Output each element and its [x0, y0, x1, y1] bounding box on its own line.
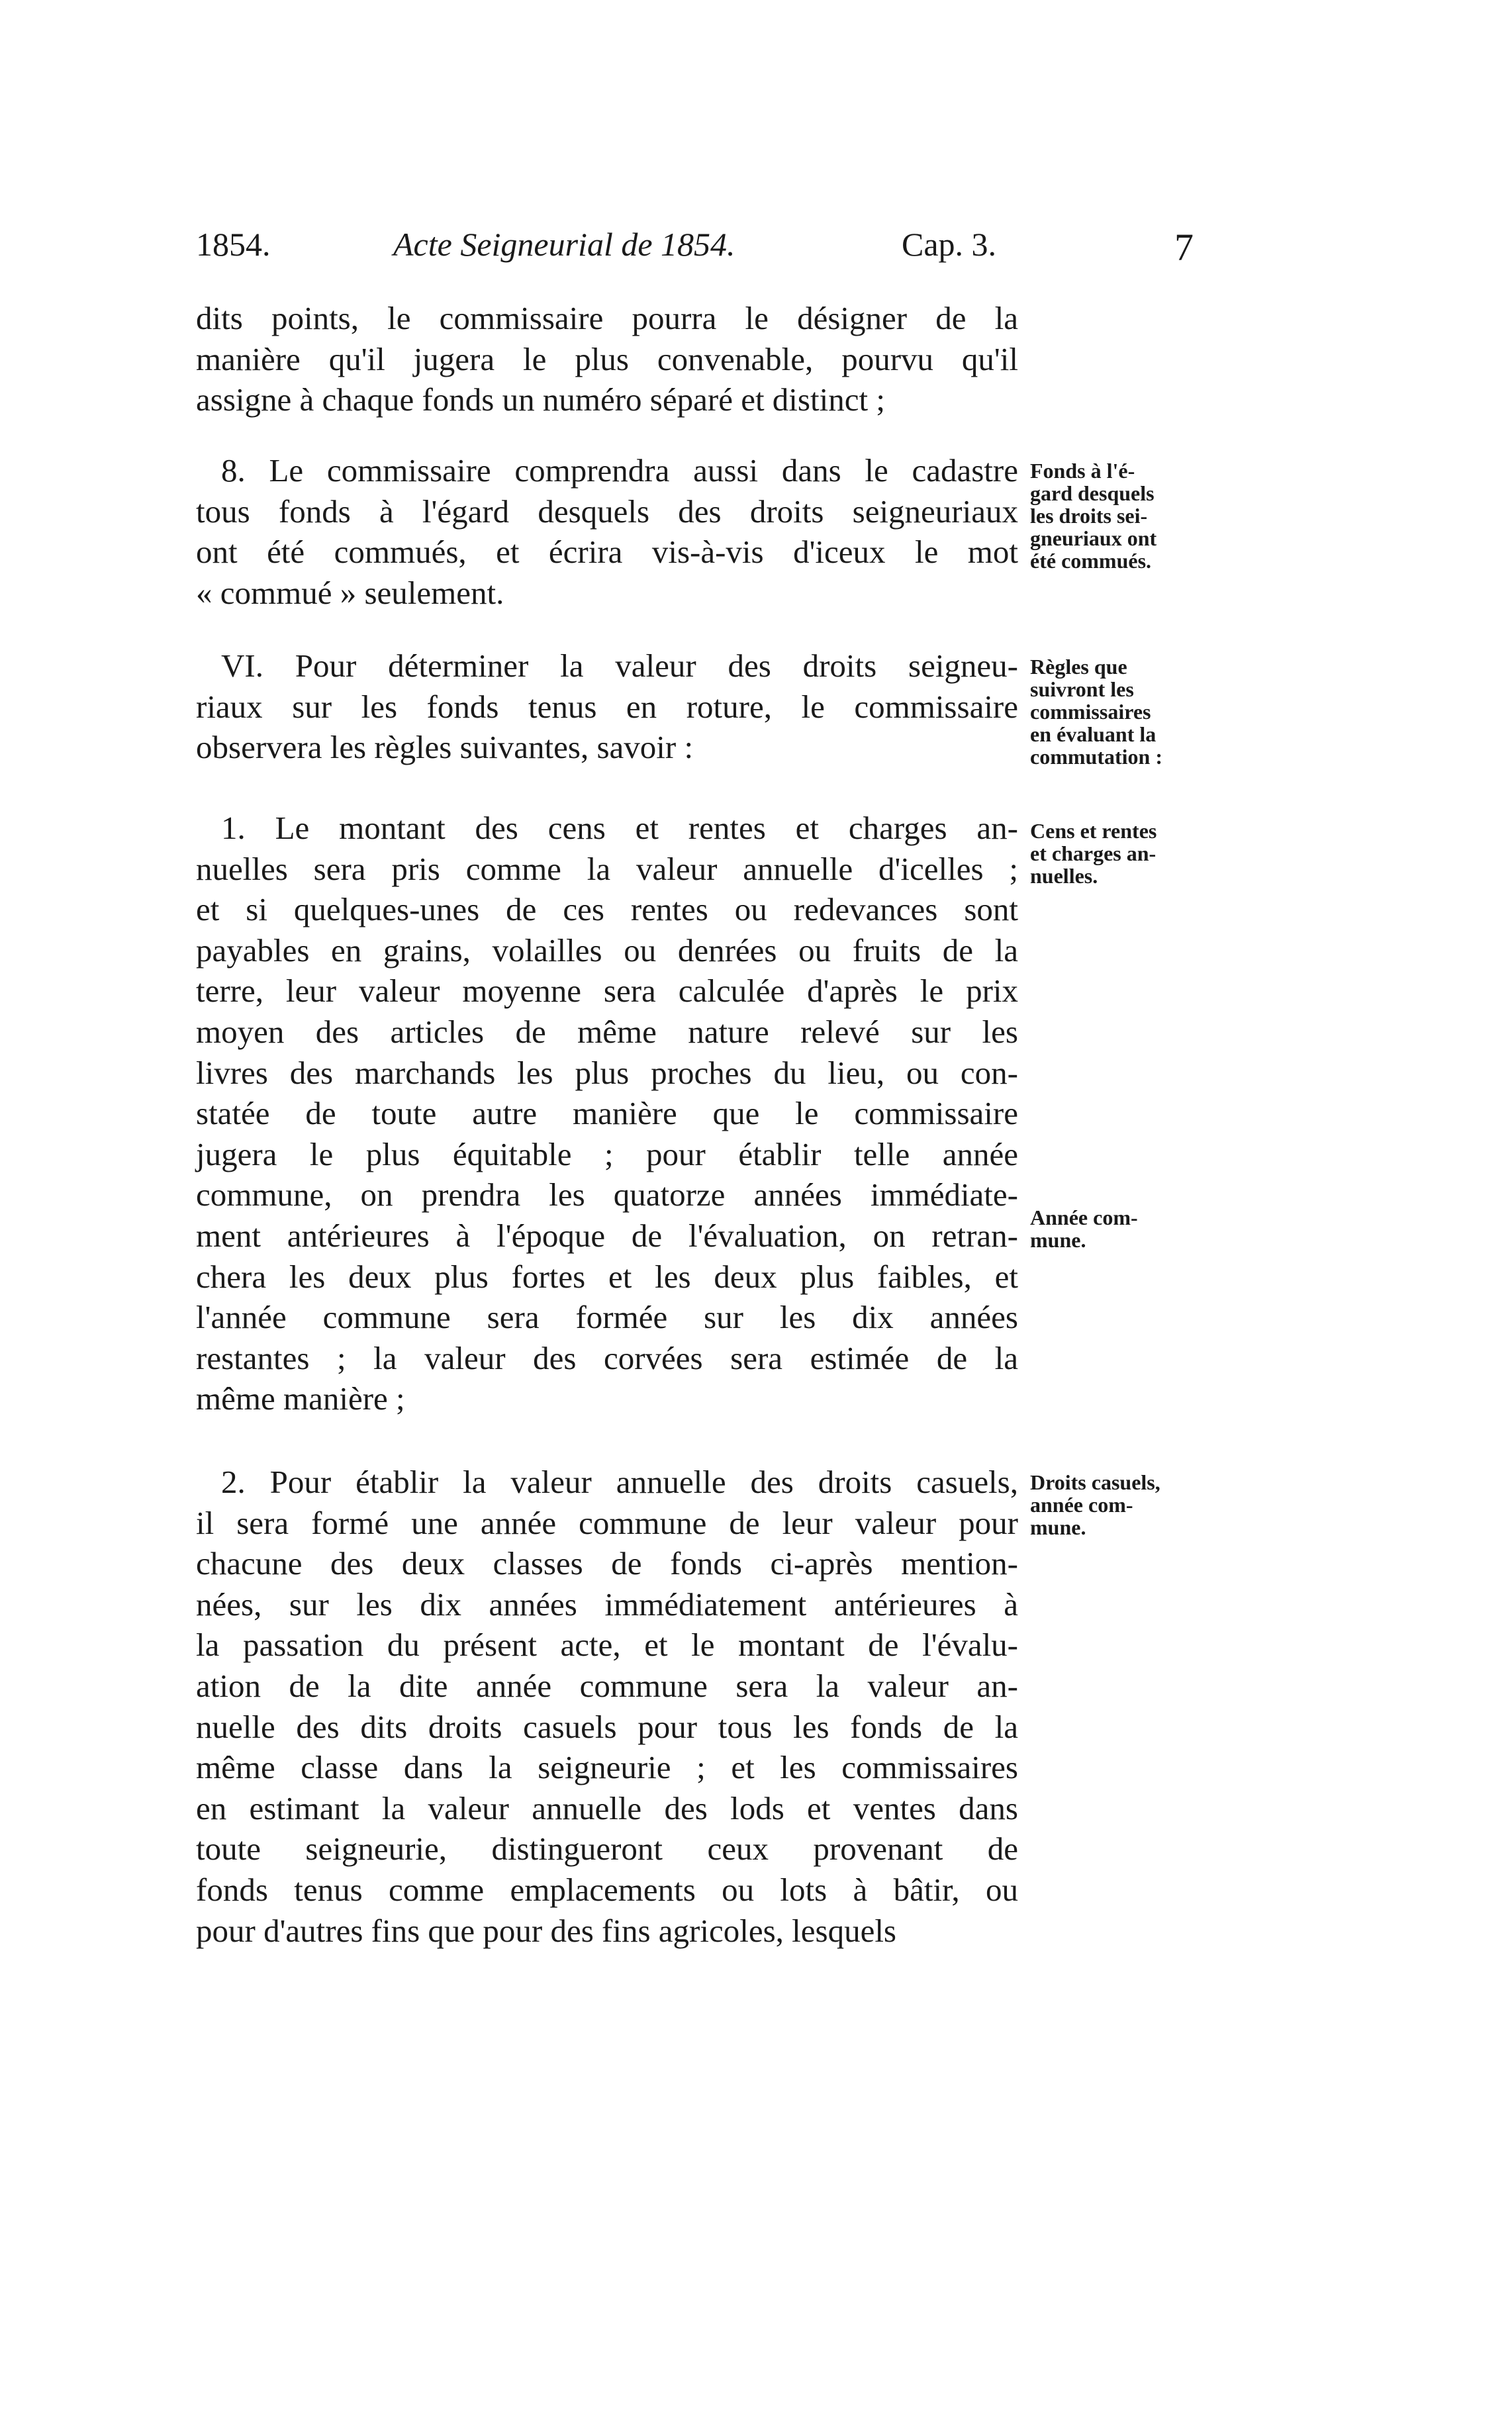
text-line: même classe dans la seigneurie ; et les commissaires [196, 1749, 1018, 1786]
text-line: manière qu'il jugera le plus convenable, pourvu qu'il [196, 340, 1018, 377]
margin-note-annee [1030, 1206, 1209, 1251]
note-line: Droits casuels, [1030, 1470, 1160, 1494]
note-line: et charges an- [1030, 841, 1157, 865]
note-line: nuelles. [1030, 864, 1098, 888]
header-chapter: Cap. 3. [902, 226, 997, 263]
paragraph-rule-2 [196, 1462, 1018, 1951]
note-line: Cens et rentes [1030, 819, 1157, 843]
header-title: Acte Seigneurial de 1854. [393, 226, 735, 263]
text-line: la passation du présent acte, et le montant de l'évalu- [196, 1627, 1018, 1664]
text-line: chera les deux plus fortes et les deux plus faibles, et [196, 1258, 1018, 1295]
text-line: dits points, le commissaire pourra le désigner de la [196, 300, 1018, 336]
margin-note-droits-casuels [1030, 1471, 1209, 1539]
text-line: tous fonds à l'égard desquels des droits seigneuriaux [196, 493, 1018, 530]
paragraph-section-8 [196, 450, 1018, 613]
note-line: Fonds à l'é- [1030, 459, 1135, 483]
note-line: année com- [1030, 1493, 1133, 1517]
header-year: 1854. [196, 226, 271, 263]
text-line: assigne à chaque fonds un numéro séparé et distinct ; [196, 381, 885, 418]
text-line: toute seigneurie, distingueront ceux provenant de [196, 1830, 1018, 1868]
running-header [196, 225, 1242, 271]
text-line: jugera le plus équitable ; pour établir telle année [196, 1135, 1018, 1172]
text-line: ment antérieures à l'époque de l'évaluation, on retran- [196, 1217, 1018, 1254]
text-line: livres des marchands les plus proches du lieu, ou con- [196, 1054, 1018, 1091]
note-line: commutation : [1030, 745, 1162, 769]
text-line: même manière ; [196, 1380, 405, 1417]
text-line: ont été commués, et écrira vis-à-vis d'iceux le mot [196, 534, 1018, 571]
text-line: VI. Pour déterminer la valeur des droits seigneu- [221, 647, 1018, 684]
note-line: mune. [1030, 1228, 1086, 1252]
note-line: commissaires [1030, 700, 1151, 724]
text-line: riaux sur les fonds tenus en roture, le commissaire [196, 688, 1018, 725]
text-line: l'année commune sera formée sur les dix années [196, 1299, 1018, 1336]
text-line: observera les règles suivantes, savoir : [196, 729, 694, 766]
text-line: 8. Le commissaire comprendra aussi dans le cadastre [221, 452, 1018, 489]
paragraph-rule-1 [196, 808, 1018, 1419]
text-line: restantes ; la valeur des corvées sera estimée de la [196, 1339, 1018, 1376]
text-line: pour d'autres fins que pour des fins agricoles, lesquels [196, 1912, 896, 1949]
note-line: été commués. [1030, 549, 1152, 573]
note-line: gard desquels [1030, 481, 1155, 505]
note-line: suivront les [1030, 677, 1134, 701]
margin-note-commued [1030, 459, 1209, 572]
text-line: 1. Le montant des cens et rentes et charges an- [221, 810, 1018, 846]
text-line: 2. Pour établir la valeur annuelle des droits casuels, [221, 1464, 1018, 1500]
text-line: « commué » seulement. [196, 574, 504, 611]
page-number: 7 [1174, 226, 1194, 269]
text-line: statée de toute autre manière que le commissaire [196, 1095, 1018, 1132]
text-line: chacune des deux classes de fonds ci-après mention- [196, 1545, 1018, 1582]
text-line: nuelles sera pris comme la valeur annuelle d'icelles ; [196, 850, 1018, 887]
paragraph-continuation [196, 298, 1018, 420]
text-line: ation de la dite année commune sera la valeur an- [196, 1667, 1018, 1704]
text-line: nées, sur les dix années immédiatement antérieures à [196, 1586, 1018, 1623]
text-line: en estimant la valeur annuelle des lods et ventes dans [196, 1789, 1018, 1826]
note-line: les droits sei- [1030, 504, 1148, 528]
text-line: payables en grains, volailles ou denrées ou fruits de la [196, 931, 1018, 969]
margin-note-regles [1030, 655, 1209, 768]
text-line: fonds tenus comme emplacements ou lots à bâtir, ou [196, 1871, 1018, 1908]
note-line: Année com- [1030, 1206, 1138, 1229]
text-line: il sera formé une année commune de leur valeur pour [196, 1504, 1018, 1541]
note-line: gneuriaux ont [1030, 526, 1157, 550]
note-line: mune. [1030, 1515, 1086, 1539]
text-line: moyen des articles de même nature relevé sur les [196, 1013, 1018, 1050]
text-line: nuelle des dits droits casuels pour tous les fonds de la [196, 1708, 1018, 1745]
margin-note-cens [1030, 820, 1209, 887]
text-line: commune, on prendra les quatorze années immédiate- [196, 1176, 1018, 1213]
note-line: en évaluant la [1030, 722, 1157, 746]
text-line: et si quelques-unes de ces rentes ou redevances sont [196, 891, 1018, 928]
text-line: terre, leur valeur moyenne sera calculée d'après le prix [196, 972, 1018, 1010]
note-line: Règles que [1030, 655, 1127, 679]
paragraph-section-VI [196, 645, 1018, 768]
